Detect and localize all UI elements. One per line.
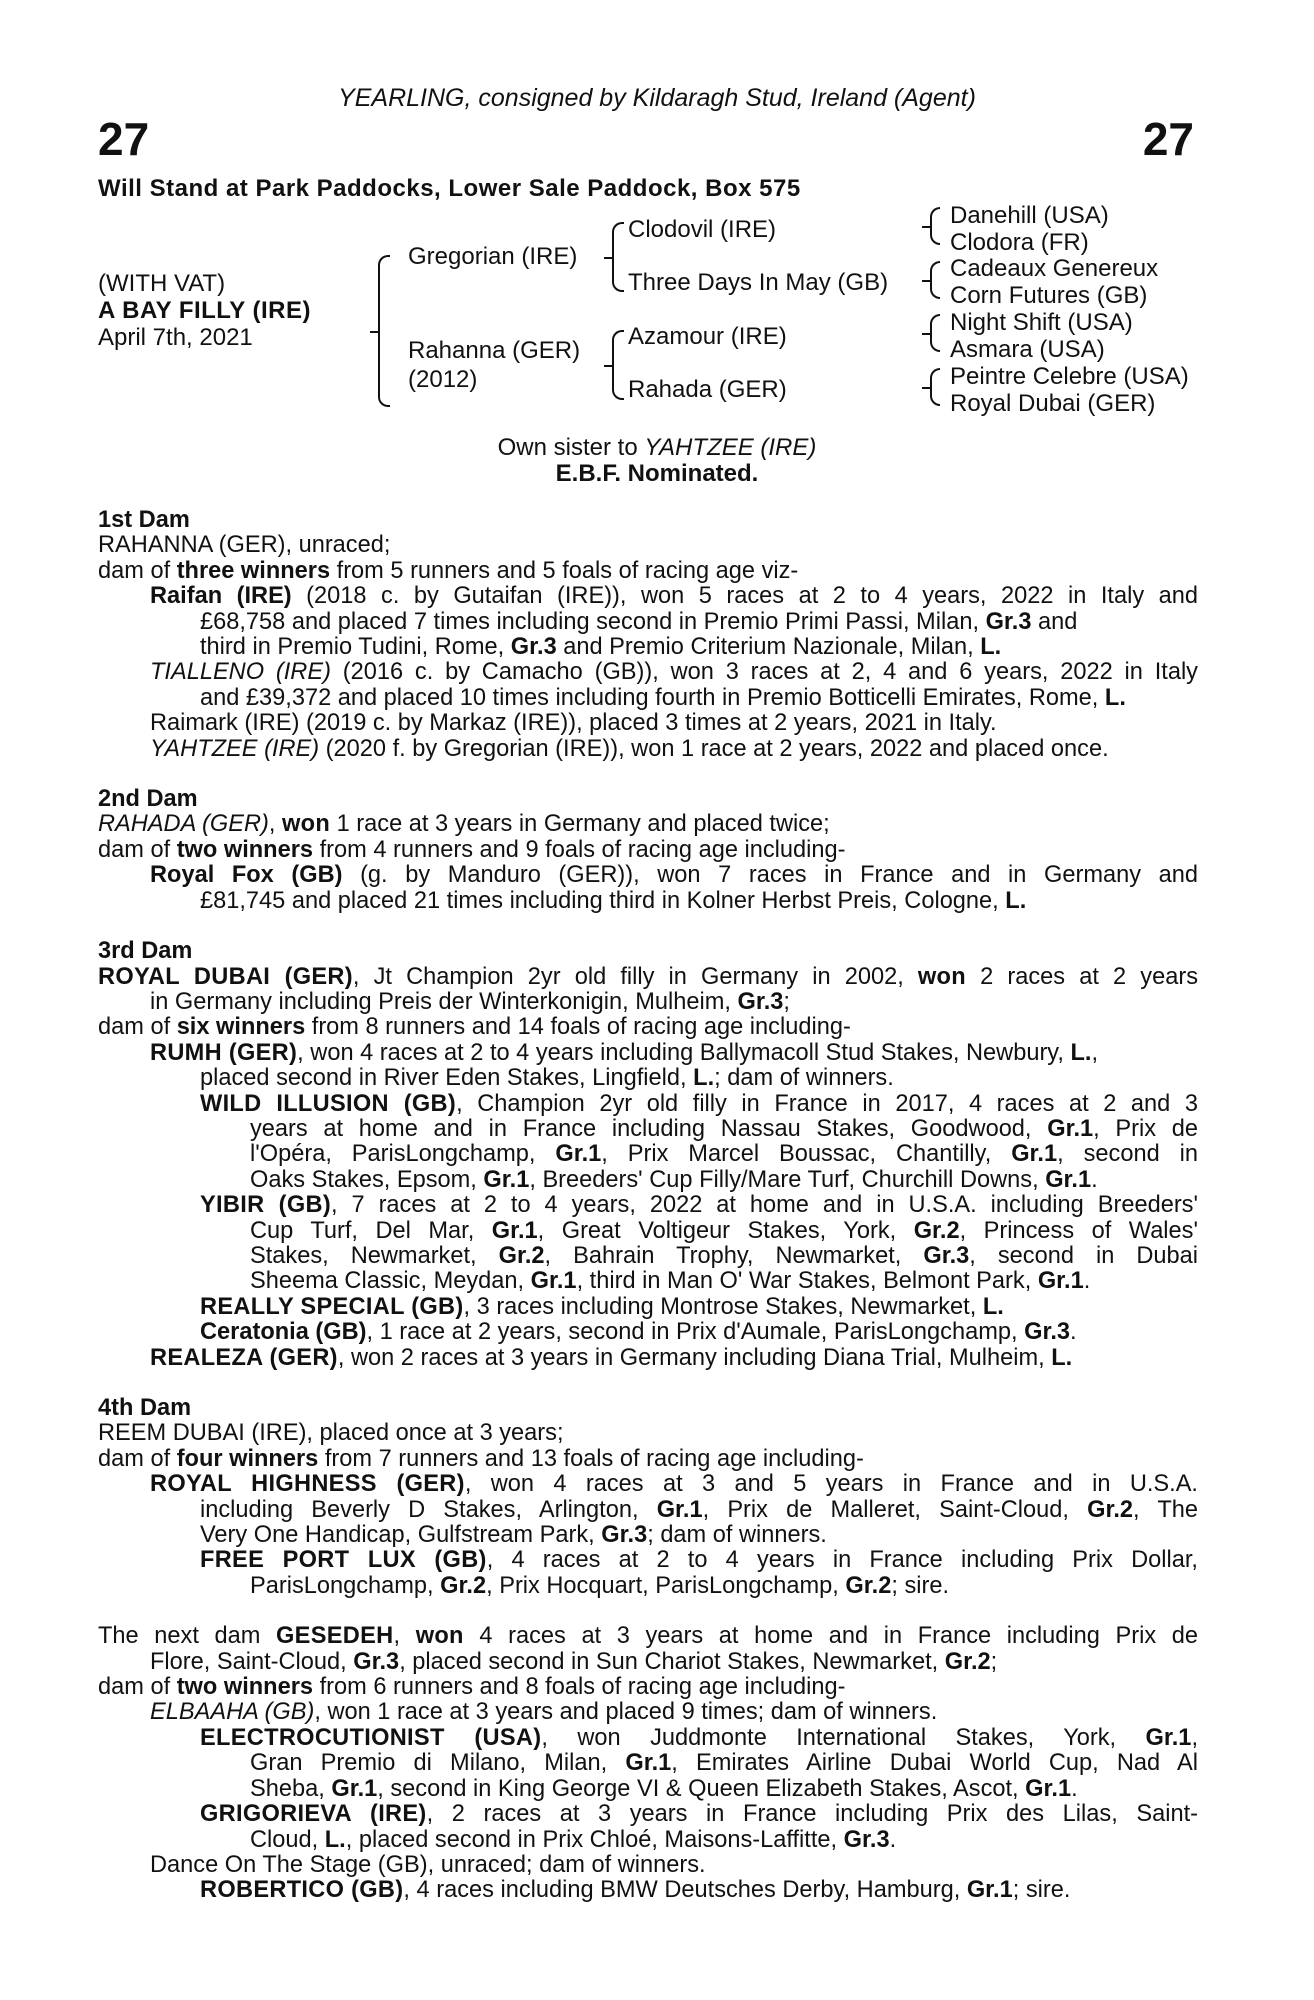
dam1-summary: dam of three winners from 5 runners and 5 foals of racing age viz- (98, 557, 799, 584)
section-4th-dam: 4th Dam (98, 1395, 192, 1421)
dam1-line: RAHANNA (GER), unraced; (98, 532, 391, 559)
pedigree-g3-5: Night Shift (USA) (950, 309, 1133, 336)
dam2-line: RAHADA (GER), won 1 race at 3 years in Germany and placed twice; (98, 811, 830, 838)
progeny-dance-on-the-stage: Dance On The Stage (GB), unraced; dam of winners. (150, 1851, 706, 1878)
progeny-tialleno-2: and £39,372 and placed 10 times including fourth in Premio Botticelli Emirates, Rome, L. (200, 684, 1126, 711)
progeny-ceratonia: Ceratonia (GB), 1 race at 2 years, second in Prix d'Aumale, ParisLongchamp, Gr.3. (200, 1319, 1077, 1346)
bracket-sire-parents (612, 222, 624, 292)
own-sister-name: YAHTZEE (IRE) (644, 434, 817, 461)
pedigree-dam: Rahanna (GER) (408, 337, 581, 364)
bracket-g3-4 (930, 368, 940, 406)
bracket-sire-dam (378, 255, 390, 407)
lot-number-left: 27 (98, 113, 150, 165)
progeny-elbaaha: ELBAAHA (GB), won 1 race at 3 years and placed 9 times; dam of winners. (150, 1699, 938, 1726)
progeny-yibir-3: Stakes, Newmarket, Gr.2, Bahrain Trophy, Newmarket, Gr.3, second in Dubai (250, 1242, 1199, 1269)
bracket-g3-2 (930, 261, 940, 299)
progeny-wild-illusion-3: l'Opéra, ParisLongchamp, Gr.1, Prix Marcel Boussac, Chantilly, Gr.1, second in (250, 1141, 1198, 1168)
pedigree-g3-6: Asmara (USA) (950, 336, 1105, 363)
progeny-realeza: REALEZA (GER), won 2 races at 3 years in Germany including Diana Trial, Mulheim, L. (150, 1344, 1073, 1371)
section-3rd-dam: 3rd Dam (98, 938, 193, 965)
progeny-grigorieva-2: Cloud, L., placed second in Prix Chloé, Maisons-Laffitte, Gr.3. (250, 1826, 897, 1853)
next-dam-line-2: Flore, Saint-Cloud, Gr.3, placed second in Sun Chariot Stakes, Newmarket, Gr.2; (150, 1648, 998, 1675)
dam4-summary: dam of four winners from 7 runners and 13 foals of racing age including- (98, 1445, 864, 1472)
progeny-wild-illusion-2: years at home and in France including Nassau Stakes, Goodwood, Gr.1, Prix de (250, 1115, 1199, 1142)
stand-location: Will Stand at Park Paddocks, Lower Sale Paddock, Box 575 (98, 175, 801, 202)
progeny-raifan-2: £68,758 and placed 7 times including second in Premio Primi Passi, Milan, Gr.3 and (200, 608, 1078, 635)
progeny-raifan-3: third in Premio Tudini, Rome, Gr.3 and Premio Criterium Nazionale, Milan, L. (200, 634, 1002, 661)
own-sister-note (0, 434, 1314, 462)
dam3-line: ROYAL DUBAI (GER), Jt Champion 2yr old filly in Germany in 2002, won 2 races at 2 years (98, 963, 1198, 990)
bracket-g3-1 (930, 207, 940, 245)
section-1st-dam: 1st Dam (98, 507, 190, 533)
pedigree-dam-sire: Azamour (IRE) (628, 323, 787, 350)
pedigree-dam-year: (2012) (408, 366, 478, 393)
progeny-raimark: Raimark (IRE) (2019 c. by Markaz (IRE)), placed 3 times at 2 years, 2021 in Italy. (150, 710, 997, 737)
pedigree-dam-dam: Rahada (GER) (628, 376, 787, 403)
progeny-yibir-2: Cup Turf, Del Mar, Gr.1, Great Voltigeur Stakes, York, Gr.2, Princess of Wales' (250, 1217, 1198, 1244)
progeny-royal-highness-3: Very One Handicap, Gulfstream Park, Gr.3; dam of winners. (200, 1522, 827, 1549)
section-2nd-dam: 2nd Dam (98, 786, 198, 813)
progeny-free-port-lux: FREE PORT LUX (GB), 4 races at 2 to 4 years in France including Prix Dollar, (200, 1547, 1198, 1574)
progeny-yibir-4: Sheema Classic, Meydan, Gr.1, third in Man O' War Stakes, Belmont Park, Gr.1. (250, 1268, 1091, 1295)
pedigree-g3-7: Peintre Celebre (USA) (950, 363, 1189, 390)
progeny-rumh: RUMH (GER), won 4 races at 2 to 4 years including Ballymacoll Stud Stakes, Newbury, L., (150, 1039, 1098, 1066)
consignment-line: YEARLING, consigned by Kildaragh Stud, Ireland (Agent) (338, 84, 976, 112)
progeny-tialleno: TIALLENO (IRE) (2016 c. by Camacho (GB)), won 3 races at 2, 4 and 6 years, 2022 in Italy (150, 659, 1198, 686)
pedigree-sire: Gregorian (IRE) (408, 243, 578, 270)
dam3-line-2: in Germany including Preis der Winterkonigin, Mulheim, Gr.3; (150, 988, 790, 1015)
progeny-yahtzee: YAHTZEE (IRE) (2020 f. by Gregorian (IRE)), won 1 race at 2 years, 2022 and placed once. (150, 735, 1109, 762)
progeny-grigorieva: GRIGORIEVA (IRE), 2 races at 3 years in France including Prix des Lilas, Saint- (200, 1801, 1198, 1828)
dam2-summary: dam of two winners from 4 runners and 9 foals of racing age including- (98, 836, 846, 863)
progeny-rumh-2: placed second in River Eden Stakes, Lingfield, L.; dam of winners. (200, 1065, 894, 1092)
bracket-g3-3 (930, 314, 940, 352)
foaling-date: April 7th, 2021 (98, 324, 253, 351)
progeny-yibir: YIBIR (GB), 7 races at 2 to 4 years, 2022 at home and in U.S.A. including Breeders' (200, 1192, 1198, 1219)
pedigree-g3-1: Danehill (USA) (950, 202, 1109, 229)
progeny-royal-highness: ROYAL HIGHNESS (GER), won 4 races at 3 and 5 years in France and in U.S.A. (150, 1471, 1198, 1498)
pedigree-sire-sire: Clodovil (IRE) (628, 216, 777, 243)
vat-note: (WITH VAT) (98, 270, 226, 297)
progeny-raifan: Raifan (IRE) (2018 c. by Gutaifan (IRE)), won 5 races at 2 to 4 years, 2022 in Italy and (150, 583, 1198, 610)
progeny-really-special: REALLY SPECIAL (GB), 3 races including Montrose Stakes, Newmarket, L. (200, 1293, 1004, 1320)
progeny-electrocutionist: ELECTROCUTIONIST (USA), won Juddmonte International Stakes, York, Gr.1, (200, 1724, 1198, 1751)
ebf-note: E.B.F. Nominated. (555, 460, 759, 487)
progeny-electrocutionist-3: Sheba, Gr.1, second in King George VI & Queen Elizabeth Stakes, Ascot, Gr.1. (250, 1775, 1078, 1802)
lot-name: A BAY FILLY (IRE) (98, 297, 311, 324)
next-dam-line: The next dam GESEDEH, won 4 races at 3 years at home and in France including Prix de (98, 1623, 1198, 1650)
progeny-electrocutionist-2: Gran Premio di Milano, Milan, Gr.1, Emirates Airline Dubai World Cup, Nad Al (250, 1750, 1198, 1777)
pedigree-sire-dam: Three Days In May (GB) (628, 269, 889, 296)
lot-number-right: 27 (1142, 113, 1194, 165)
progeny-free-port-lux-2: ParisLongchamp, Gr.2, Prix Hocquart, ParisLongchamp, Gr.2; sire. (250, 1572, 950, 1599)
progeny-royal-highness-2: including Beverly D Stakes, Arlington, Gr.1, Prix de Malleret, Saint-Cloud, Gr.2, The (200, 1496, 1198, 1523)
catalogue-body (98, 508, 1198, 1904)
pedigree-g3-2: Clodora (FR) (950, 229, 1089, 256)
bracket-dam-parents (612, 330, 624, 400)
dam4-line: REEM DUBAI (IRE), placed once at 3 years; (98, 1420, 564, 1447)
progeny-robertico: ROBERTICO (GB), 4 races including BMW Deutsches Derby, Hamburg, Gr.1; sire. (200, 1877, 1071, 1904)
progeny-royal-fox: Royal Fox (GB) (g. by Manduro (GER)), won 7 races in France and in Germany and (150, 862, 1198, 889)
pedigree-g3-3: Cadeaux Genereux (950, 255, 1159, 282)
pedigree-g3-4: Corn Futures (GB) (950, 282, 1148, 309)
next-dam-summary: dam of two winners from 6 runners and 8 foals of racing age including- (98, 1674, 846, 1701)
own-sister-prefix: Own sister to (497, 434, 645, 461)
progeny-wild-illusion-4: Oaks Stakes, Epsom, Gr.1, Breeders' Cup Filly/Mare Turf, Churchill Downs, Gr.1. (250, 1166, 1098, 1193)
pedigree-g3-8: Royal Dubai (GER) (950, 390, 1156, 417)
progeny-royal-fox-2: £81,745 and placed 21 times including third in Kolner Herbst Preis, Cologne, L. (200, 887, 1027, 914)
progeny-wild-illusion: WILD ILLUSION (GB), Champion 2yr old filly in France in 2017, 4 races at 2 and 3 (200, 1090, 1198, 1117)
dam3-summary: dam of six winners from 8 runners and 14 foals of racing age including- (98, 1014, 851, 1041)
